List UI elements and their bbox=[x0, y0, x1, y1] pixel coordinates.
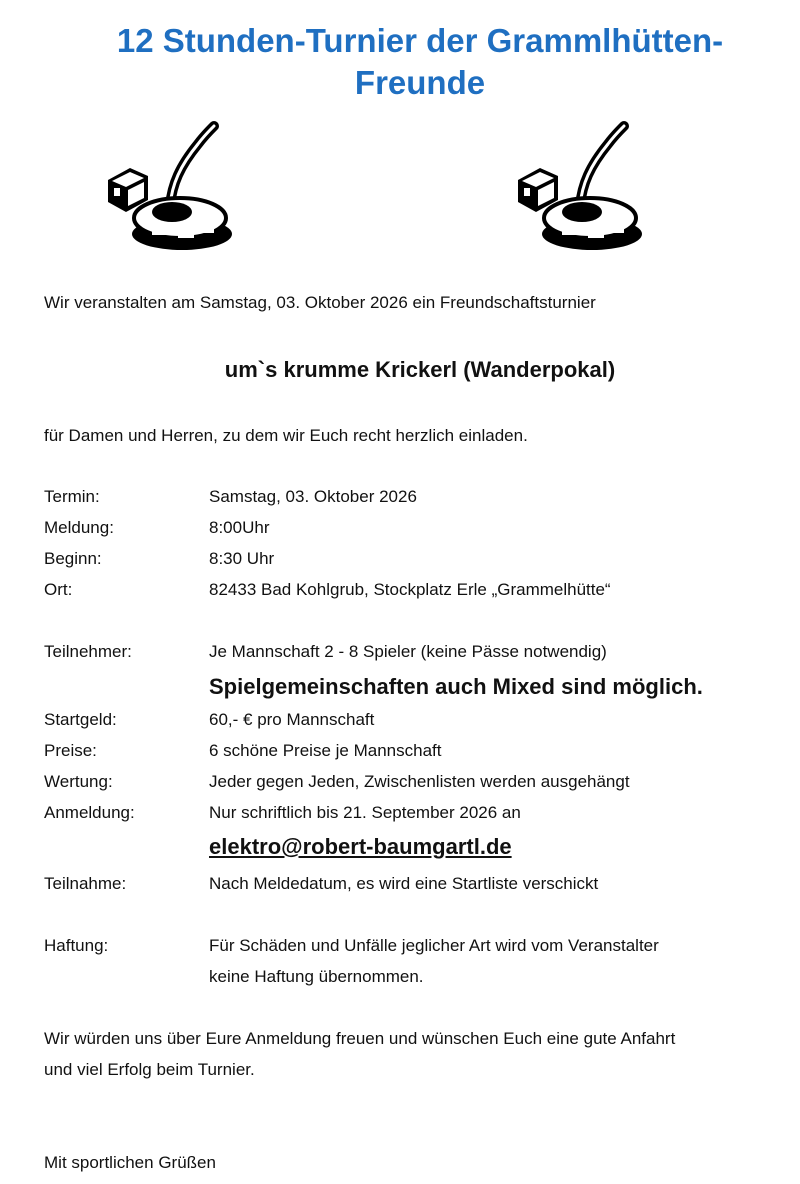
closing-line-1: Wir würden uns über Eure Anmeldung freuen und wünschen Euch eine gute Anfahrt bbox=[44, 1029, 676, 1048]
startgeld-label: Startgeld: bbox=[44, 710, 117, 729]
page-title bbox=[0, 20, 800, 104]
preise-value: 6 schöne Preise je Mannschaft bbox=[209, 741, 442, 760]
ort-value: 82433 Bad Kohlgrub, Stockplatz Erle „Grammelhütte“ bbox=[209, 580, 611, 599]
intro-text: Wir veranstalten am Samstag, 03. Oktober 2026 ein Freundschaftsturnier bbox=[44, 293, 596, 312]
wertung-value: Jeder gegen Jeden, Zwischenlisten werden ausgehängt bbox=[209, 772, 630, 791]
eisstock-icon bbox=[100, 114, 240, 254]
anmeldung-label: Anmeldung: bbox=[44, 803, 135, 822]
termin-value: Samstag, 03. Oktober 2026 bbox=[209, 487, 417, 506]
page-title-line-2: Freunde bbox=[354, 64, 486, 101]
haftung-value-line-2: keine Haftung übernommen. bbox=[209, 967, 424, 986]
email-link[interactable]: elektro@robert-baumgartl.de bbox=[209, 834, 512, 859]
meldung-label: Meldung: bbox=[44, 518, 114, 537]
preise-label: Preise: bbox=[44, 741, 97, 760]
beginn-value: 8:30 Uhr bbox=[209, 549, 275, 568]
wertung-label: Wertung: bbox=[44, 772, 113, 791]
mixed-note: Spielgemeinschaften auch Mixed sind möglich. bbox=[209, 674, 703, 699]
teilnahme-value: Nach Meldedatum, es wird eine Startliste verschickt bbox=[209, 874, 599, 893]
closing-line-2: und viel Erfolg beim Turnier. bbox=[44, 1060, 255, 1079]
haftung-value-line-1: Für Schäden und Unfälle jeglicher Art wird vom Veranstalter bbox=[209, 936, 659, 955]
termin-label: Termin: bbox=[44, 487, 100, 506]
page-title-line-1: 12 Stunden-Turnier der Grammlhütten- bbox=[116, 22, 724, 59]
ort-label: Ort: bbox=[44, 580, 73, 599]
beginn-label: Beginn: bbox=[44, 549, 102, 568]
teilnehmer-label: Teilnehmer: bbox=[44, 642, 132, 661]
subtitle: um`s krumme Krickerl (Wanderpokal) bbox=[224, 357, 616, 382]
meldung-value: 8:00Uhr bbox=[209, 518, 270, 537]
teilnahme-label: Teilnahme: bbox=[44, 874, 127, 893]
signoff: Mit sportlichen Grüßen bbox=[44, 1153, 216, 1172]
anmeldung-value: Nur schriftlich bis 21. September 2026 an bbox=[209, 803, 521, 822]
haftung-label: Haftung: bbox=[44, 936, 109, 955]
eisstock-icon bbox=[510, 114, 650, 254]
invite-text: für Damen und Herren, zu dem wir Euch recht herzlich einladen. bbox=[44, 426, 528, 445]
startgeld-value: 60,- € pro Mannschaft bbox=[209, 710, 375, 729]
teilnehmer-value: Je Mannschaft 2 - 8 Spieler (keine Pässe notwendig) bbox=[209, 642, 607, 661]
